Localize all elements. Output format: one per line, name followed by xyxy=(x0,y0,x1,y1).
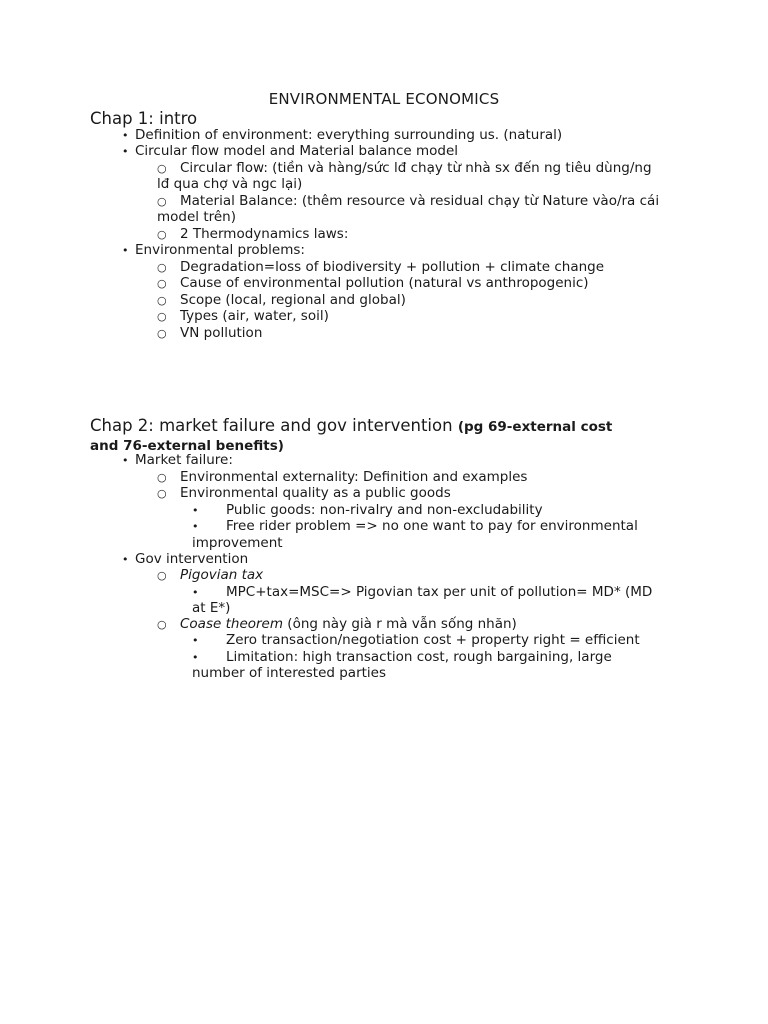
chapter-2-title: Chap 2: market failure and gov intervention xyxy=(90,416,453,435)
hollow-bullet: ○ xyxy=(157,228,167,241)
list-item-text: (ông này già r mà vẫn sống nhăn) xyxy=(283,616,517,632)
list-item xyxy=(157,259,604,277)
list-item xyxy=(157,292,406,310)
list-item xyxy=(157,308,329,326)
list-item-text: Definition of environment: everything surrounding us. (natural) xyxy=(135,127,563,143)
list-item xyxy=(157,275,589,293)
list-item-text: 2 Thermodynamics laws: xyxy=(180,226,349,242)
hollow-bullet: ○ xyxy=(157,618,167,631)
list-item xyxy=(157,567,263,585)
list-item-continuation: improvement xyxy=(192,535,283,551)
filled-bullet: • xyxy=(192,651,199,664)
list-item xyxy=(122,551,248,569)
hollow-bullet: ○ xyxy=(157,327,167,340)
list-item xyxy=(192,649,612,667)
list-item-text: Cause of environmental pollution (natural vs anthropogenic) xyxy=(180,275,589,291)
hollow-bullet: ○ xyxy=(157,310,167,323)
hollow-bullet: ○ xyxy=(157,195,167,208)
list-item-text: Scope (local, regional and global) xyxy=(180,292,406,308)
filled-bullet: • xyxy=(192,586,199,599)
list-item xyxy=(192,502,543,520)
filled-bullet: • xyxy=(192,634,199,647)
hollow-bullet: ○ xyxy=(157,471,167,484)
filled-bullet: • xyxy=(192,520,199,533)
filled-bullet: • xyxy=(122,454,129,467)
list-item xyxy=(122,143,458,161)
list-item xyxy=(122,452,233,470)
filled-bullet: • xyxy=(192,504,199,517)
list-item xyxy=(122,242,305,260)
list-item xyxy=(122,127,562,145)
list-item xyxy=(157,193,659,211)
chapter-2-page-note-cont: and 76-external benefits) xyxy=(90,438,284,454)
list-item-text-italic: Coase theorem xyxy=(180,616,284,632)
list-item xyxy=(192,518,638,536)
list-item-text: Circular flow: (tiền và hàng/sức lđ chạy từ nhà sx đến ng tiêu dùng/ng xyxy=(180,160,652,176)
list-item-text: Limitation: high transaction cost, rough bargaining, large xyxy=(226,649,612,665)
list-item xyxy=(157,469,527,487)
filled-bullet: • xyxy=(122,145,129,158)
list-item-continuation: lđ qua chợ và ngc lại) xyxy=(157,176,303,192)
list-item-continuation: number of interested parties xyxy=(192,665,387,681)
chapter-2-page-note: (pg 69-external cost xyxy=(457,419,613,435)
list-item-text: Environmental quality as a public goods xyxy=(180,485,451,501)
chapter-1-heading: Chap 1: intro xyxy=(90,109,198,128)
list-item-text: Gov intervention xyxy=(135,551,249,567)
list-item-text: Environmental problems: xyxy=(135,242,305,258)
list-item-text: Public goods: non-rivalry and non-excludability xyxy=(226,502,543,518)
list-item xyxy=(157,485,451,503)
list-item-text: Zero transaction/negotiation cost + property right = efficient xyxy=(226,632,640,648)
list-item-text: Pigovian tax xyxy=(180,567,264,583)
list-item-text: Degradation=loss of biodiversity + pollution + climate change xyxy=(180,259,605,275)
list-item xyxy=(157,160,652,178)
list-item xyxy=(192,632,640,650)
filled-bullet: • xyxy=(122,129,129,142)
filled-bullet: • xyxy=(122,244,129,257)
list-item-text: Free rider problem => no one want to pay for environmental xyxy=(226,518,638,534)
list-item xyxy=(157,616,517,634)
list-item-text: Circular flow model and Material balance model xyxy=(135,143,458,159)
hollow-bullet: ○ xyxy=(157,162,167,175)
filled-bullet: • xyxy=(122,553,129,566)
list-item xyxy=(157,325,262,343)
list-item-continuation: at E*) xyxy=(192,600,231,616)
hollow-bullet: ○ xyxy=(157,294,167,307)
chapter-2-heading xyxy=(90,417,680,455)
hollow-bullet: ○ xyxy=(157,569,167,582)
document-title: ENVIRONMENTAL ECONOMICS xyxy=(268,90,500,108)
list-item xyxy=(192,584,652,602)
list-item xyxy=(157,226,348,244)
list-item-text: Environmental externality: Definition and examples xyxy=(180,469,528,485)
hollow-bullet: ○ xyxy=(157,487,167,500)
list-item-text: Material Balance: (thêm resource và residual chạy từ Nature vào/ra cái xyxy=(180,193,660,209)
hollow-bullet: ○ xyxy=(157,277,167,290)
list-item-text: MPC+tax=MSC=> Pigovian tax per unit of pollution= MD* (MD xyxy=(226,584,653,600)
list-item-text: Types (air, water, soil) xyxy=(180,308,329,324)
hollow-bullet: ○ xyxy=(157,261,167,274)
list-item-text: VN pollution xyxy=(180,325,263,341)
list-item-text: Market failure: xyxy=(135,452,233,468)
list-item-continuation: model trên) xyxy=(157,209,237,225)
